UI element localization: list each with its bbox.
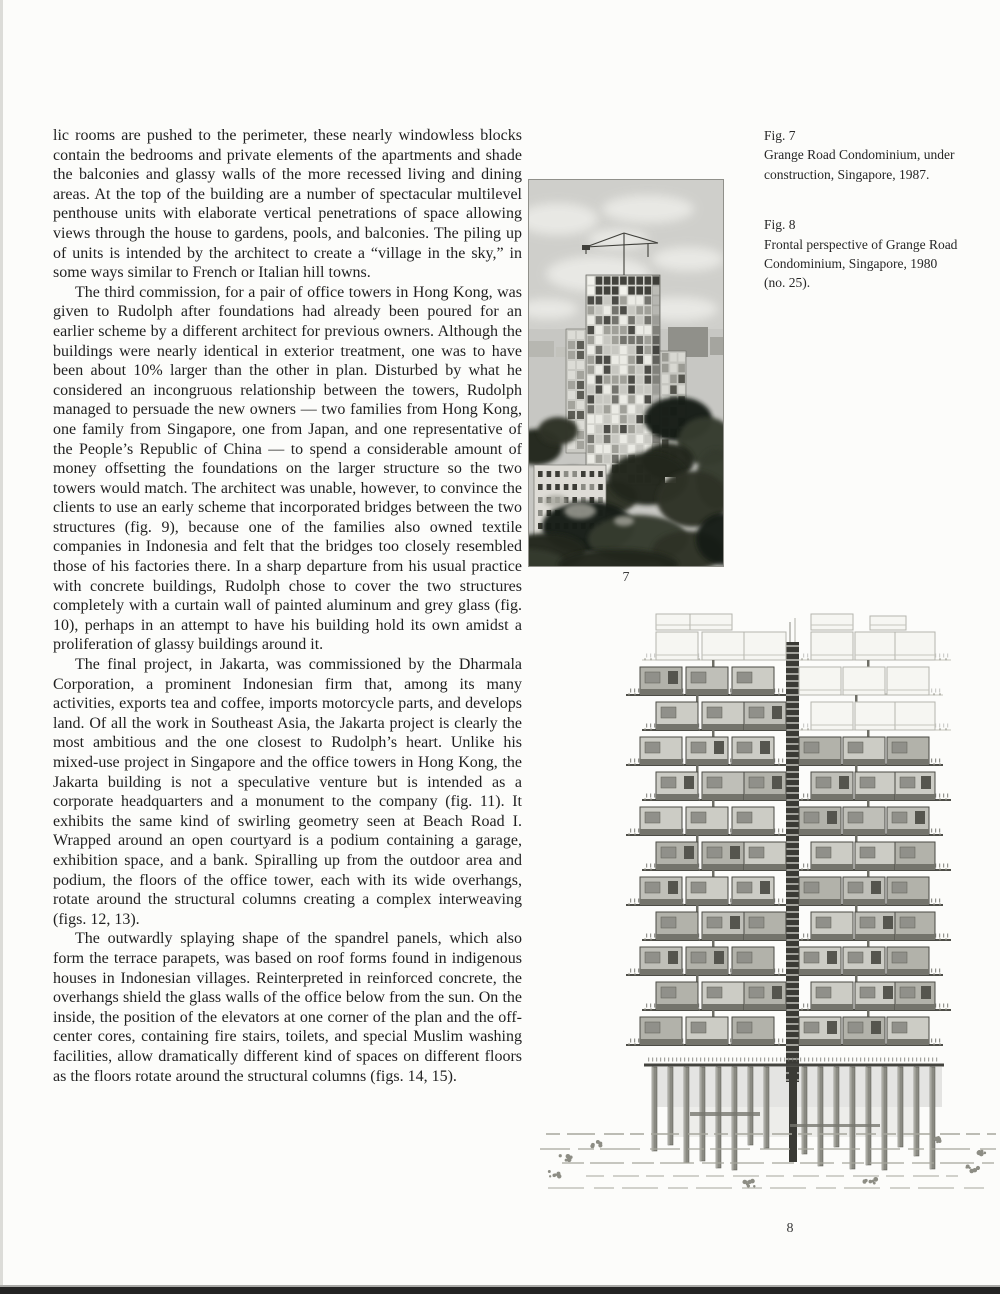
scan-bottom-bar xyxy=(0,1285,1000,1294)
body-paragraph: lic rooms are pushed to the perimeter, these nearly windowless blocks contain the bedrooms and private elements of the apartments and shade the balconies and glassy walls of the more recessed living and dining areas. At the top of the building are a number of spectacular multilevel penthouse units with elaborate vertical penetrations of space allowing views through the house to gardens, pools, and balconies. The piling up of units is intended by the architect to create a “village in the sky,” in some ways similar to French or Italian hill towns. xyxy=(53,127,522,282)
figure-8-drawing xyxy=(540,612,996,1195)
fig8-caption-text2: (no. 25). xyxy=(764,275,811,291)
caption-column xyxy=(764,126,982,293)
perspective-drawing-image xyxy=(540,612,996,1195)
figure-7-photo xyxy=(528,179,724,567)
body-paragraph: The final project, in Jakarta, was commissioned by the Dharmala Corporation, a prominent Indonesian firm that, among its many activities, exports tea and coffee, imports motorcycle parts, and develops land. Of all the work in Southeast Asia, the Jakarta project is clearly the most ambitious and the one closest to Rudolph’s heart. Unlike his mixed-use project in Singapore and the office towers in Hong Kong, the Jakarta building is not a speculative venture but is intended as a corporate headquarters and a monument to the company (fig. 11). It exhibits the same kind of swirling geometry seen at Beach Road I. Wrapped around an open courtyard is a podium containing a garage, exhibition space, and a bank. Spiralling up from the outdoor area and podium, the floors of the office tower, each with its wide overhangs, rotate around the structural columns creating a complex interweaving (figs. 12, 13). xyxy=(53,656,522,928)
fig8-caption-text: Frontal perspective of Grange Road Condominium, Singapore, 1980 xyxy=(764,236,958,272)
fig7-caption-label: Fig. 7 xyxy=(764,128,796,143)
construction-photo-image xyxy=(528,179,724,567)
body-text-column xyxy=(53,126,522,1196)
fig7-caption xyxy=(764,126,982,184)
figure-7-number: 7 xyxy=(622,570,630,585)
figure-8-number: 8 xyxy=(786,1221,794,1236)
body-paragraph: The outwardly splaying shape of the spandrel panels, which also form the terrace parapets, was based on roof forms found in indigenous houses in Indonesian villages. Reinterpreted in reinforced concrete, the overhangs shield the glass walls of the office below from the sun. On the inside, the position of the elevators at one corner of the plan and the off-center cores, containing fire stairs, toilets, and special Muslim washing facilities, allow dramatically different kind of spaces on different floors as the floors rotate around the structural columns (figs. 14, 15). xyxy=(53,930,522,1085)
body-paragraph: The third commission, for a pair of office towers in Hong Kong, was given to Rudolph after foundations had already been poured for an earlier scheme by a different architect for previous owners. Although the buildings were nearly identical in exterior treatment, one was to have been about 10% larger than the other in plan. Disturbed by what he considered an incongruous relationship between the towers, Rudolph managed to persuade the new owners — two families from Hong Kong, one family from Singapore, one from Japan, and one representative of the People’s Republic of China — to spend a considerable amount of money offsetting the foundations on the larger structure so the two towers would match. The architect was unable, however, to convince the clients to use an early scheme that incorporated bridges between the two structures (fig. 9), because one of the families also owned textile companies in Indonesia and felt that the bridges too closely resembled those of his factories there. In a sharp departure from his usual practice with concrete buildings, Rudolph chose to cover the two structures completely with a curtain wall of painted aluminum and grey glass (fig. 10), perhaps in an attempt to have his building hold its own amidst a proliferation of glassy buildings around it. xyxy=(53,283,522,654)
page-scan-edge xyxy=(0,0,3,1294)
fig8-caption-label: Fig. 8 xyxy=(764,217,796,233)
fig7-caption-text: Grange Road Condominium, under construction, Singapore, 1987. xyxy=(764,147,955,182)
fig8-caption xyxy=(764,215,982,293)
